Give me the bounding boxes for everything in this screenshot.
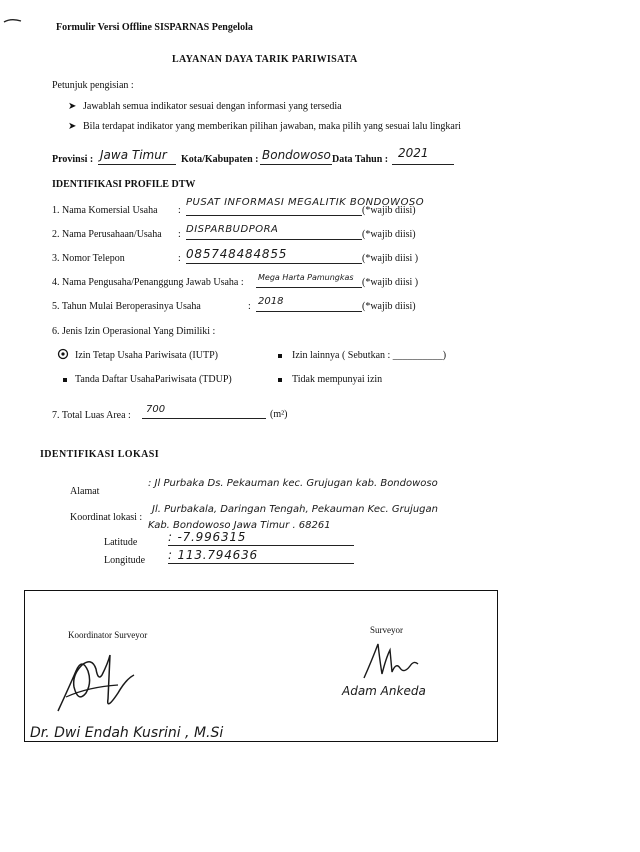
field-value[interactable]: Mega Harta Pamungkas xyxy=(258,273,354,282)
field-note: (*wajib diisi) xyxy=(362,301,416,312)
bullet-icon xyxy=(278,354,282,358)
provinsi-value[interactable]: Jawa Timur xyxy=(100,148,167,162)
longitude-value[interactable]: : 113.794636 xyxy=(168,548,258,562)
arrow-icon: ➤ xyxy=(68,101,77,112)
izin-option[interactable]: Izin Tetap Usaha Pariwisata (IUTP) xyxy=(75,350,218,361)
field-note: (*wajib diisi ) xyxy=(362,253,419,264)
field-label: 4. Nama Pengusaha/Penanggung Jawab Usaha : xyxy=(52,277,244,288)
field-label: 3. Nomor Telepon xyxy=(52,253,125,264)
surveyor-label: Surveyor xyxy=(370,625,403,635)
alamat-value[interactable]: : Jl Purbaka Ds. Pekauman kec. Grujugan kab. Bondowoso xyxy=(148,478,438,489)
field-label: 5. Tahun Mulai Beroperasinya Usaha xyxy=(52,301,201,312)
field-note: (*wajib diisi) xyxy=(362,229,416,240)
tahun-value[interactable]: 2021 xyxy=(398,146,429,160)
field-value[interactable]: PUSAT INFORMASI MEGALITIK BONDOWOSO xyxy=(186,197,425,208)
form-title: Formulir Versi Offline SISPARNAS Pengelola xyxy=(56,22,253,33)
luas-unit: (m²) xyxy=(270,409,288,420)
colon: : xyxy=(248,301,251,312)
koordinator-signature xyxy=(48,645,140,717)
profile-heading: IDENTIFIKASI PROFILE DTW xyxy=(52,179,196,190)
lokasi-heading: IDENTIFIKASI LOKASI xyxy=(40,449,160,460)
selected-circle-icon[interactable] xyxy=(57,348,69,360)
luas-label: 7. Total Luas Area : xyxy=(52,410,131,421)
kota-value[interactable]: Bondowoso xyxy=(262,148,331,162)
surveyor-name: Adam Ankeda xyxy=(342,684,426,698)
field-note: (*wajib diisi ) xyxy=(362,277,419,288)
doc-title: LAYANAN DAYA TARIK PARIWISATA xyxy=(172,54,358,65)
surveyor-signature xyxy=(360,638,420,682)
colon: : xyxy=(178,229,181,240)
koordinat-line1[interactable]: Jl. Purbakala, Daringan Tengah, Pekauman Kec. Grujugan xyxy=(152,504,438,515)
longitude-label: Longitude xyxy=(104,555,146,566)
alamat-label: Alamat xyxy=(70,486,100,497)
colon: : xyxy=(178,205,181,216)
field-note: (*wajib diisi) xyxy=(362,205,416,216)
latitude-value[interactable]: : -7.996315 xyxy=(168,530,247,544)
instructions-heading: Petunjuk pengisian : xyxy=(52,80,134,91)
izin-label: 6. Jenis Izin Operasional Yang Dimiliki : xyxy=(52,326,216,337)
koordinator-label: Koordinator Surveyor xyxy=(68,630,148,640)
tahun-label: Data Tahun : xyxy=(332,154,389,165)
field-label: 2. Nama Perusahaan/Usaha xyxy=(52,229,162,240)
izin-option[interactable]: Izin lainnya ( Sebutkan : __________) xyxy=(292,350,447,361)
field-value[interactable]: 2018 xyxy=(258,296,284,307)
luas-value[interactable]: 700 xyxy=(146,404,166,415)
kota-label: Kota/Kabupaten : xyxy=(181,154,259,165)
instruction-item: Jawablah semua indikator sesuai dengan informasi yang tersedia xyxy=(83,101,342,112)
field-label: 1. Nama Komersial Usaha xyxy=(52,205,158,216)
corner-mark xyxy=(3,14,23,26)
arrow-icon: ➤ xyxy=(68,121,77,132)
latitude-label: Latitude xyxy=(104,537,138,548)
instruction-item: Bila terdapat indikator yang memberikan pilihan jawaban, maka pilih yang sesuai lalu lingkari xyxy=(83,121,461,132)
koordinat-label: Koordinat lokasi : xyxy=(70,512,143,523)
koordinator-name: Dr. Dwi Endah Kusrini , M.Si xyxy=(30,725,224,741)
izin-option[interactable]: Tidak mempunyai izin xyxy=(292,374,383,385)
koordinat-line2[interactable]: Kab. Bondowoso Jawa Timur . 68261 xyxy=(148,520,331,531)
field-value[interactable]: 085748484855 xyxy=(186,247,288,261)
bullet-icon xyxy=(63,378,67,382)
bullet-icon xyxy=(278,378,282,382)
field-value[interactable]: DISPARBUDPORA xyxy=(186,224,279,235)
colon: : xyxy=(178,253,181,264)
provinsi-label: Provinsi : xyxy=(52,154,94,165)
izin-option[interactable]: Tanda Daftar UsahaPariwisata (TDUP) xyxy=(75,374,232,385)
